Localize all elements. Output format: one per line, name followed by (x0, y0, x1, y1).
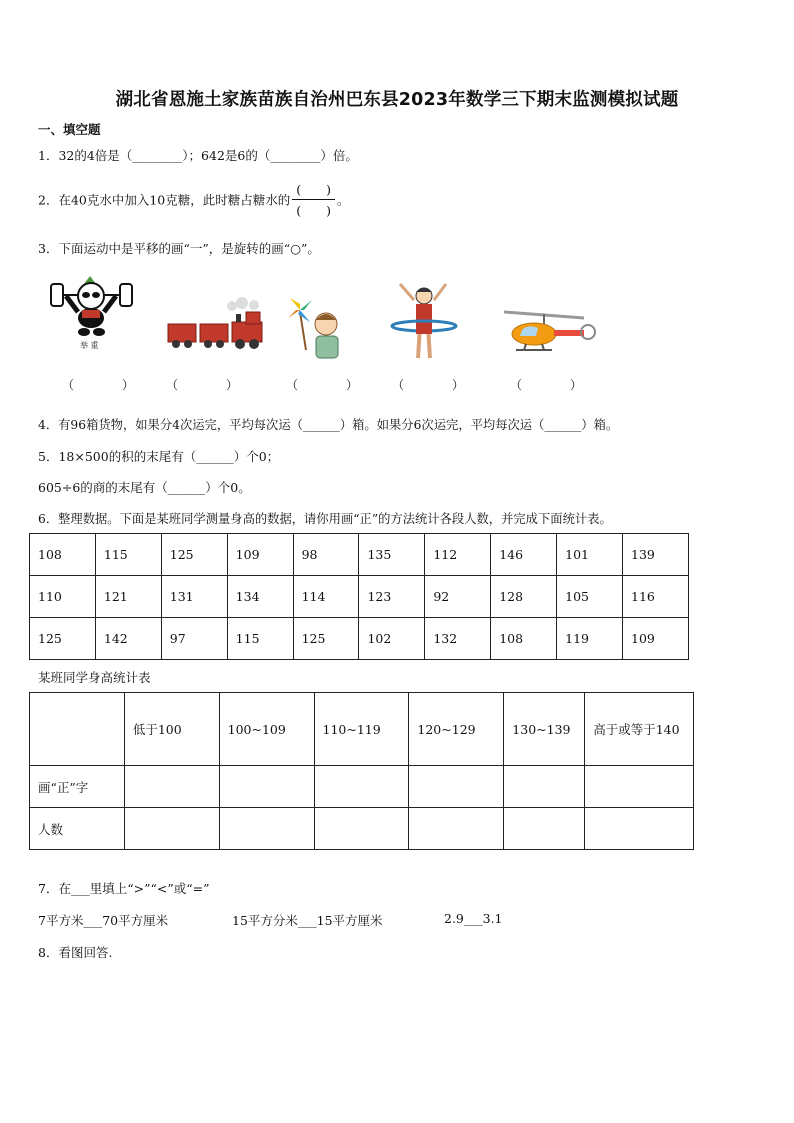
question-8: 8．看图回答. (38, 945, 113, 960)
stats-row-label-tally: 画“正”字 (30, 766, 125, 808)
stats-header-corner (30, 693, 125, 766)
height-value-cell: 139 (623, 534, 689, 576)
fraction-denominator: ( ) (296, 203, 332, 218)
height-value-cell: 146 (491, 534, 557, 576)
answer-blank-2[interactable]: （ ） (166, 378, 239, 392)
height-value-cell: 116 (623, 576, 689, 618)
stats-cell[interactable] (314, 808, 409, 850)
question-7: 7．在___里填上“>”“<”或“=” (38, 881, 210, 896)
height-value-cell: 109 (227, 534, 293, 576)
height-value-cell: 128 (491, 576, 557, 618)
fraction (292, 180, 335, 219)
stats-cell[interactable] (409, 808, 504, 850)
heights-table (29, 533, 689, 660)
height-value-cell: 97 (161, 618, 227, 660)
stats-cell[interactable] (124, 766, 219, 808)
height-value-cell: 132 (425, 618, 491, 660)
page-title: 湖北省恩施土家族苗族自治州巴东县2023年数学三下期末监测模拟试题 (115, 90, 679, 110)
height-value-cell: 121 (95, 576, 161, 618)
question-5a: 5．18×500的积的末尾有（______）个0； (38, 449, 280, 464)
question-7-item-1: 7平方米___70平方厘米 (38, 913, 169, 928)
stats-cell[interactable] (124, 808, 219, 850)
height-value-cell: 115 (227, 618, 293, 660)
height-value-cell: 102 (359, 618, 425, 660)
question-4: 4．有96箱货物，如果分4次运完，平均每次运（______）箱。如果分6次运完，平均每次运（______）箱。 (38, 418, 619, 432)
height-value-cell: 105 (557, 576, 623, 618)
stats-table-caption: 某班同学身高统计表 (38, 670, 151, 685)
height-value-cell: 135 (359, 534, 425, 576)
section-heading: 一、填空题 (38, 122, 101, 137)
question-2-suffix: 。 (337, 192, 350, 208)
question-2-prefix: 2．在40克水中加入10克糖，此时糖占糖水的 (38, 192, 291, 208)
stats-header-140-plus: 高于或等于140 (585, 693, 694, 766)
height-value-cell: 119 (557, 618, 623, 660)
stats-cell[interactable] (314, 766, 409, 808)
height-value-cell: 125 (30, 618, 96, 660)
train-image (166, 296, 268, 352)
stats-cell[interactable] (585, 808, 694, 850)
question-7-item-2: 15平方分米___15平方厘米 (232, 913, 383, 928)
stats-cell[interactable] (585, 766, 694, 808)
question-1: 1．32的4倍是（________）；642是6的（________）倍。 (38, 148, 358, 163)
answer-blank-3[interactable]: （ ） (286, 378, 359, 392)
fraction-numerator: ( ) (292, 180, 335, 200)
height-value-cell: 98 (293, 534, 359, 576)
height-value-cell: 109 (623, 618, 689, 660)
weightlift-caption: 举 重 (80, 341, 99, 350)
stats-cell[interactable] (504, 766, 585, 808)
heights-row (30, 576, 689, 618)
height-value-cell: 134 (227, 576, 293, 618)
stats-cell[interactable] (219, 766, 314, 808)
question-5b: 605÷6的商的末尾有（______）个0。 (38, 480, 251, 495)
stats-header-below-100: 低于100 (124, 693, 219, 766)
stats-header-120-129: 120~129 (409, 693, 504, 766)
height-value-cell: 125 (161, 534, 227, 576)
height-value-cell: 108 (30, 534, 96, 576)
stats-header-130-139: 130~139 (504, 693, 585, 766)
answer-blank-5[interactable]: （ ） (510, 378, 583, 392)
question-2 (38, 180, 350, 219)
answer-blank-4[interactable]: （ ） (392, 378, 465, 392)
question-7-item-3: 2.9___3.1 (444, 911, 503, 926)
answer-blank-1[interactable]: （ ） (62, 378, 135, 392)
question-3: 3．下面运动中是平移的画“一”，是旋转的画“○”。 (38, 241, 320, 256)
pinwheel-boy-image (286, 290, 348, 362)
stats-row-label-count: 人数 (30, 808, 125, 850)
height-value-cell: 125 (293, 618, 359, 660)
height-value-cell: 114 (293, 576, 359, 618)
heights-row (30, 618, 689, 660)
height-value-cell: 101 (557, 534, 623, 576)
stats-cell[interactable] (504, 808, 585, 850)
stats-cell[interactable] (409, 766, 504, 808)
height-value-cell: 112 (425, 534, 491, 576)
stats-header-110-119: 110~119 (314, 693, 409, 766)
height-value-cell: 115 (95, 534, 161, 576)
height-value-cell: 142 (95, 618, 161, 660)
stats-header-100-109: 100~109 (219, 693, 314, 766)
heights-row (30, 534, 689, 576)
height-value-cell: 123 (359, 576, 425, 618)
height-value-cell: 131 (161, 576, 227, 618)
height-value-cell: 92 (425, 576, 491, 618)
stats-table (29, 692, 694, 850)
stats-cell[interactable] (219, 808, 314, 850)
hula-hoop-girl-image (388, 282, 460, 364)
height-value-cell: 110 (30, 576, 96, 618)
helicopter-image (498, 304, 600, 356)
height-value-cell: 108 (491, 618, 557, 660)
question-6: 6．整理数据。下面是某班同学测量身高的数据，请你用画“正”的方法统计各段人数，并完成下面统计表。 (38, 512, 612, 526)
